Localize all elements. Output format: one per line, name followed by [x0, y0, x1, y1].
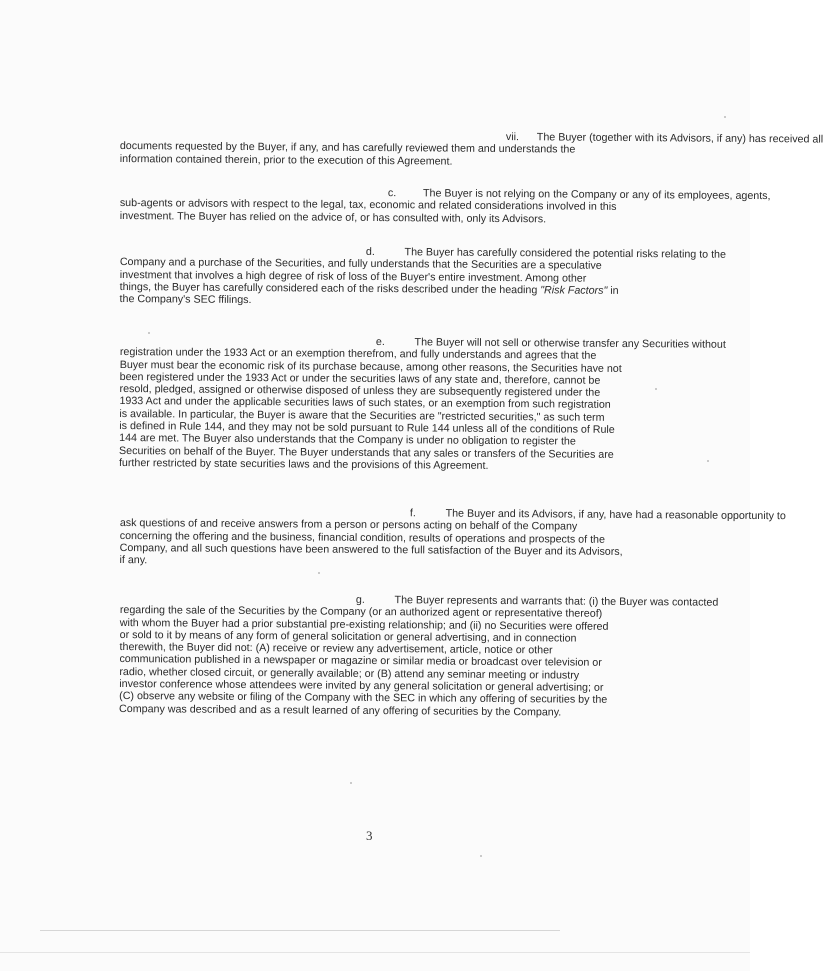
paragraph-line: therewith, the Buyer did not: (A) receive or review any advertisement, article, notice or other: [119, 641, 553, 657]
paragraph-line: the Company's SEC ffilings.: [119, 293, 252, 307]
paragraph-line: regarding the sale of the Securities by the Company (or an authorized agent or representative thereof): [119, 604, 603, 621]
paragraph-line: registration under the 1933 Act or an exemption therefrom, and fully understands and agrees that the: [119, 346, 597, 363]
paragraph-marker: c.: [387, 187, 397, 200]
paragraph-line: investment. The Buyer has relied on the advice of, or has consulted with, only its Advisors.: [119, 209, 547, 225]
paragraph-line: with whom the Buyer had a prior substantial pre-existing relationship; and (ii) no Securities were offered: [119, 616, 609, 633]
scan-speck: [480, 855, 482, 857]
paragraph-vii: [119, 128, 823, 169]
paragraph-marker: f.: [409, 507, 416, 520]
paragraph-line: or sold to it by means of any form of general solicitation or general advertising, and in connection: [119, 628, 577, 645]
paragraph-line: (C) observe any website or filing of the Company with the SEC in which any offering of securities by the: [119, 690, 608, 707]
paragraph-e: [118, 334, 726, 473]
paragraph-line: ask questions of and receive answers from a person or persons acting on behalf of the Company: [119, 517, 578, 533]
scan-speck: [724, 116, 726, 118]
paragraph-line: communication published in a newspaper or magazine or similar media or broadcast over television or: [119, 653, 602, 670]
scan-speck: [148, 332, 150, 334]
paragraph-marker: g.: [355, 593, 365, 606]
paragraph-line: investment that involves a high degree of risk of loss of the Buyer's entire investment. Among other: [119, 268, 587, 285]
paragraph-marker: e.: [375, 336, 385, 349]
paragraph-line: 1933 Act and under the applicable securities laws of such states, or an exemption from such registration: [119, 395, 611, 412]
paragraph-line: Securities on behalf of the Buyer. The Buyer understands that any sales or transfers of the Securities are: [119, 444, 614, 461]
paragraph-line: Company was described and as a result learned of any offering of securities by the Company.: [119, 702, 562, 719]
paragraph-line: documents requested by the Buyer, if any, and has carefully reviewed them and understands the: [119, 140, 576, 156]
scan-speck: [655, 388, 657, 390]
paragraph-c: [119, 185, 771, 226]
paragraph-line: Buyer must bear the economic risk of its purchase because, among other reasons, the Securities have not: [119, 358, 622, 375]
paragraph-line: 144 are met. The Buyer also understands that the Company is under no obligation to register the: [119, 432, 576, 448]
paragraph-g: [119, 592, 719, 719]
line-text: The Buyer will not sell or otherwise transfer any Securities without: [414, 336, 726, 351]
paragraph-line: radio, whether closed circuit, or generally available; or (B) attend any seminar meeting or industry: [119, 665, 580, 682]
scan-speck: [350, 782, 352, 784]
paragraph-line: been registered under the 1933 Act or under the securities laws of any state and, therefore, cannot be: [119, 370, 601, 387]
paragraph-line: is available. In particular, the Buyer is aware that the Securities are "restricted securities," as such term: [119, 407, 605, 424]
line-text: The Buyer represents and warrants that: (i) the Buyer was contacted: [394, 594, 719, 609]
paragraph-marker: d.: [365, 245, 375, 259]
paragraph-line: information contained therein, prior to the execution of this Agreement.: [119, 152, 453, 168]
scan-line: [0, 952, 750, 953]
scan-speck: [318, 572, 320, 574]
paragraph-f: [119, 505, 786, 570]
scan-speck: [707, 460, 709, 462]
paragraph-line: investor conference whose attendees were invited by any general solicitation or general advertising; or: [119, 678, 604, 694]
paragraph-line: Company and a purchase of the Securities, and fully understands that the Securities are a speculative: [119, 256, 602, 273]
paragraph-d: [119, 244, 727, 309]
line-text: The Buyer and its Advisors, if any, have had a reasonable opportunity to: [445, 507, 786, 523]
paragraph-line: is defined in Rule 144, and they may not be sold pursuant to Rule 144 unless all of the conditions of Rule: [119, 420, 615, 436]
paragraph-marker: vii.: [505, 131, 520, 144]
risk-factors-heading-ref: "Risk Factors": [540, 284, 608, 297]
paragraph-line: concerning the offering and the business, financial condition, results of operations and prospects of the: [119, 529, 606, 546]
line-text: The Buyer is not relying on the Company or any of its employees, agents,: [422, 187, 771, 203]
line-text: The Buyer has carefully considered the potential risks relating to the: [404, 246, 727, 261]
scan-line: [40, 930, 560, 931]
paragraph-line: Company, and all such questions have been answered to the full satisfaction of the Buyer and its Advisors,: [119, 541, 623, 558]
paragraph-line: further restricted by state securities laws and the provisions of this Agreement.: [118, 456, 489, 472]
line-text-risk: things, the Buyer has carefully considered each of the risks described under the heading "Risk Factors" in: [119, 280, 619, 297]
line-text: The Buyer (together with its Advisors, if any) has received all: [536, 131, 823, 146]
paragraph-line: resold, pledged, assigned or otherwise disposed of unless they are subsequently registered under the: [119, 383, 601, 399]
paragraph-line: if any.: [119, 554, 148, 567]
page-number: 3: [366, 828, 373, 843]
paragraph-line: sub-agents or advisors with respect to the legal, tax, economic and related considerations involved in this: [119, 197, 617, 214]
